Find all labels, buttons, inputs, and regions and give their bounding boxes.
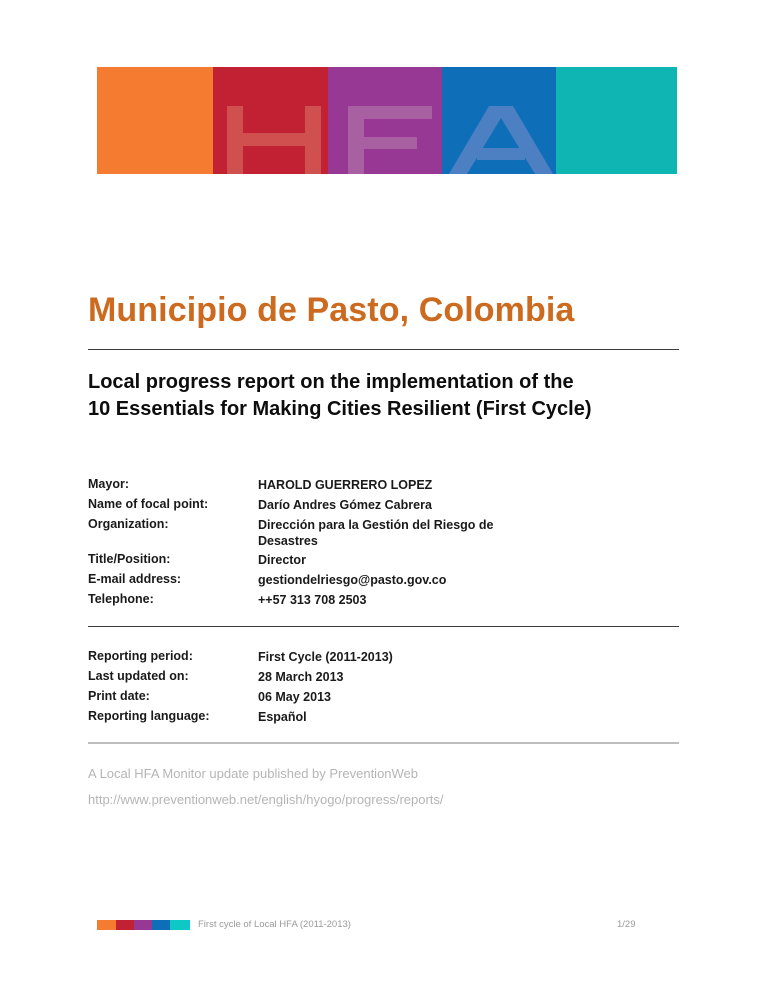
hfa-banner-logo — [97, 67, 677, 174]
publisher-link[interactable]: http://www.preventionweb.net/english/hyogo/progress/reports/ — [88, 792, 444, 807]
field-label: Title/Position: — [88, 552, 171, 566]
field-value-line-2: Desastres — [258, 534, 318, 548]
divider — [88, 742, 679, 744]
field-label: Telephone: — [88, 592, 154, 606]
banner-letter-f-icon — [348, 106, 432, 174]
field-value: 28 March 2013 — [258, 670, 344, 684]
field-value: Español — [258, 710, 307, 724]
field-value: Darío Andres Gómez Cabrera — [258, 498, 432, 512]
footer-hfa-logo-icon — [97, 920, 190, 930]
field-value: First Cycle (2011-2013) — [258, 650, 393, 664]
field-label: Reporting language: — [88, 709, 210, 723]
field-value: 06 May 2013 — [258, 690, 331, 704]
banner-block-teal — [556, 67, 677, 174]
subtitle-line-2: 10 Essentials for Making Cities Resilient (First Cycle) — [88, 398, 592, 420]
field-label: Reporting period: — [88, 649, 193, 663]
banner-letter-a-icon — [449, 106, 553, 174]
field-label: Print date: — [88, 689, 150, 703]
banner-letter-h-icon — [227, 106, 321, 174]
field-label: Mayor: — [88, 477, 129, 491]
subtitle-line-1: Local progress report on the implementation of the — [88, 371, 574, 393]
divider — [88, 349, 679, 350]
field-label: Organization: — [88, 517, 169, 531]
field-value: gestiondelriesgo@pasto.gov.co — [258, 573, 447, 587]
field-value: ++57 313 708 2503 — [258, 593, 367, 607]
divider — [88, 626, 679, 627]
field-label: Name of focal point: — [88, 497, 209, 511]
field-value: Director — [258, 553, 306, 567]
field-value: HAROLD GUERRERO LOPEZ — [258, 478, 433, 492]
field-label: E-mail address: — [88, 572, 182, 586]
page-number: 1/29 — [617, 919, 636, 930]
footer-text: First cycle of Local HFA (2011-2013) — [198, 919, 351, 930]
page-title: Municipio de Pasto, Colombia — [88, 291, 575, 329]
publisher-note: A Local HFA Monitor update published by PreventionWeb — [88, 766, 419, 781]
banner-block-orange — [97, 67, 214, 174]
field-label: Last updated on: — [88, 669, 189, 683]
field-value: Dirección para la Gestión del Riesgo de — [258, 518, 494, 532]
report-subtitle — [88, 369, 688, 423]
